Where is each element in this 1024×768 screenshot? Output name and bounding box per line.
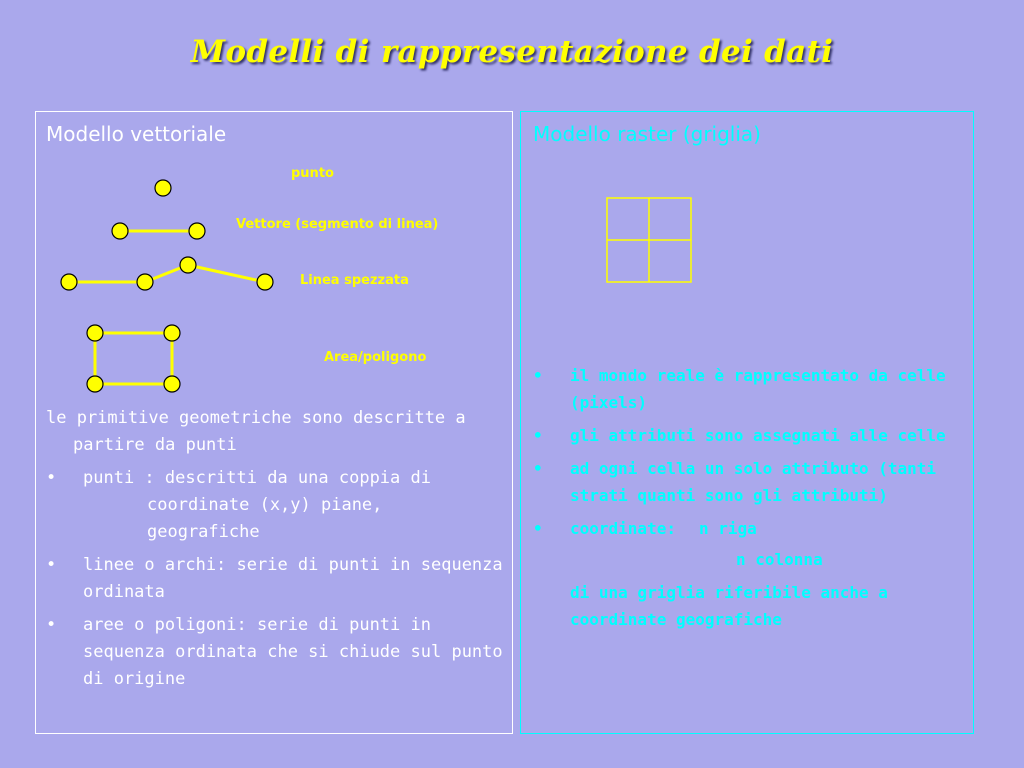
vector-model-description [46,405,508,699]
vector-intro-text: le primitive geometriche sono descritte a partire da punti [46,408,466,455]
list-item [533,422,963,449]
bullet-marker: • [46,555,57,575]
vector-primitives-diagram [36,112,512,402]
coordinates-row: n riga [699,519,757,538]
vector-node [189,223,205,239]
coordinates-column: n colonna [736,550,823,569]
list-item-text: ad ogni cella un solo attributo (tanti strati quanti sono gli attributi) [570,459,937,505]
list-item-text: aree o poligoni: serie di punti in sequenza ordinata che si chiude sul punto di origine [83,615,503,689]
polyline-node [61,274,77,290]
vector-node [112,223,128,239]
list-item [46,612,508,693]
vector-model-panel [35,111,513,734]
raster-model-panel [520,111,974,734]
list-item-text: linee o archi: serie di punti in sequenza ordinata [83,555,503,602]
polyline-node [180,257,196,273]
bullet-marker: • [533,519,543,538]
polyline-line [69,265,265,282]
point-node [155,180,171,196]
list-item [46,465,508,546]
list-item-text: gli attributi sono assegnati alle celle [570,426,946,445]
bullet-marker: • [533,366,543,385]
raster-grid-diagram [606,197,692,283]
polyline-node [137,274,153,290]
polyline-label: Linea spezzata [300,273,409,288]
polyline-node [257,274,273,290]
list-item [533,515,963,542]
bullet-marker: • [533,426,543,445]
polygon-node [87,376,103,392]
list-item-text: il mondo reale è rappresentato da celle (pixels) [570,366,946,412]
point-label: punto [291,166,334,181]
raster-model-description [533,362,963,633]
raster-model-heading: Modello raster (griglia) [533,122,761,146]
coordinates-description: di una griglia riferibile anche a coordinate geografiche [570,583,888,629]
list-item-text: coordinate (x,y) piane, [147,495,383,515]
polygon-node [164,325,180,341]
polygon-node [164,376,180,392]
slide-title: Modelli di rappresentazione dei dati [190,34,834,70]
list-item [533,455,963,509]
coordinates-label: coordinate: [570,519,676,538]
bullet-marker: • [46,468,57,488]
list-item [533,362,963,416]
polygon-label: Area/poligono [324,350,427,365]
vector-model-heading: Modello vettoriale [46,122,227,146]
polygon-outline [95,333,172,384]
list-item-text: geografiche [147,522,260,542]
bullet-marker: • [533,459,543,478]
polygon-node [87,325,103,341]
list-item-text: punti : descritti da una coppia di [83,468,431,488]
bullet-marker: • [46,615,57,635]
list-item [46,552,508,606]
vector-label: Vettore (segmento di linea) [236,217,439,232]
